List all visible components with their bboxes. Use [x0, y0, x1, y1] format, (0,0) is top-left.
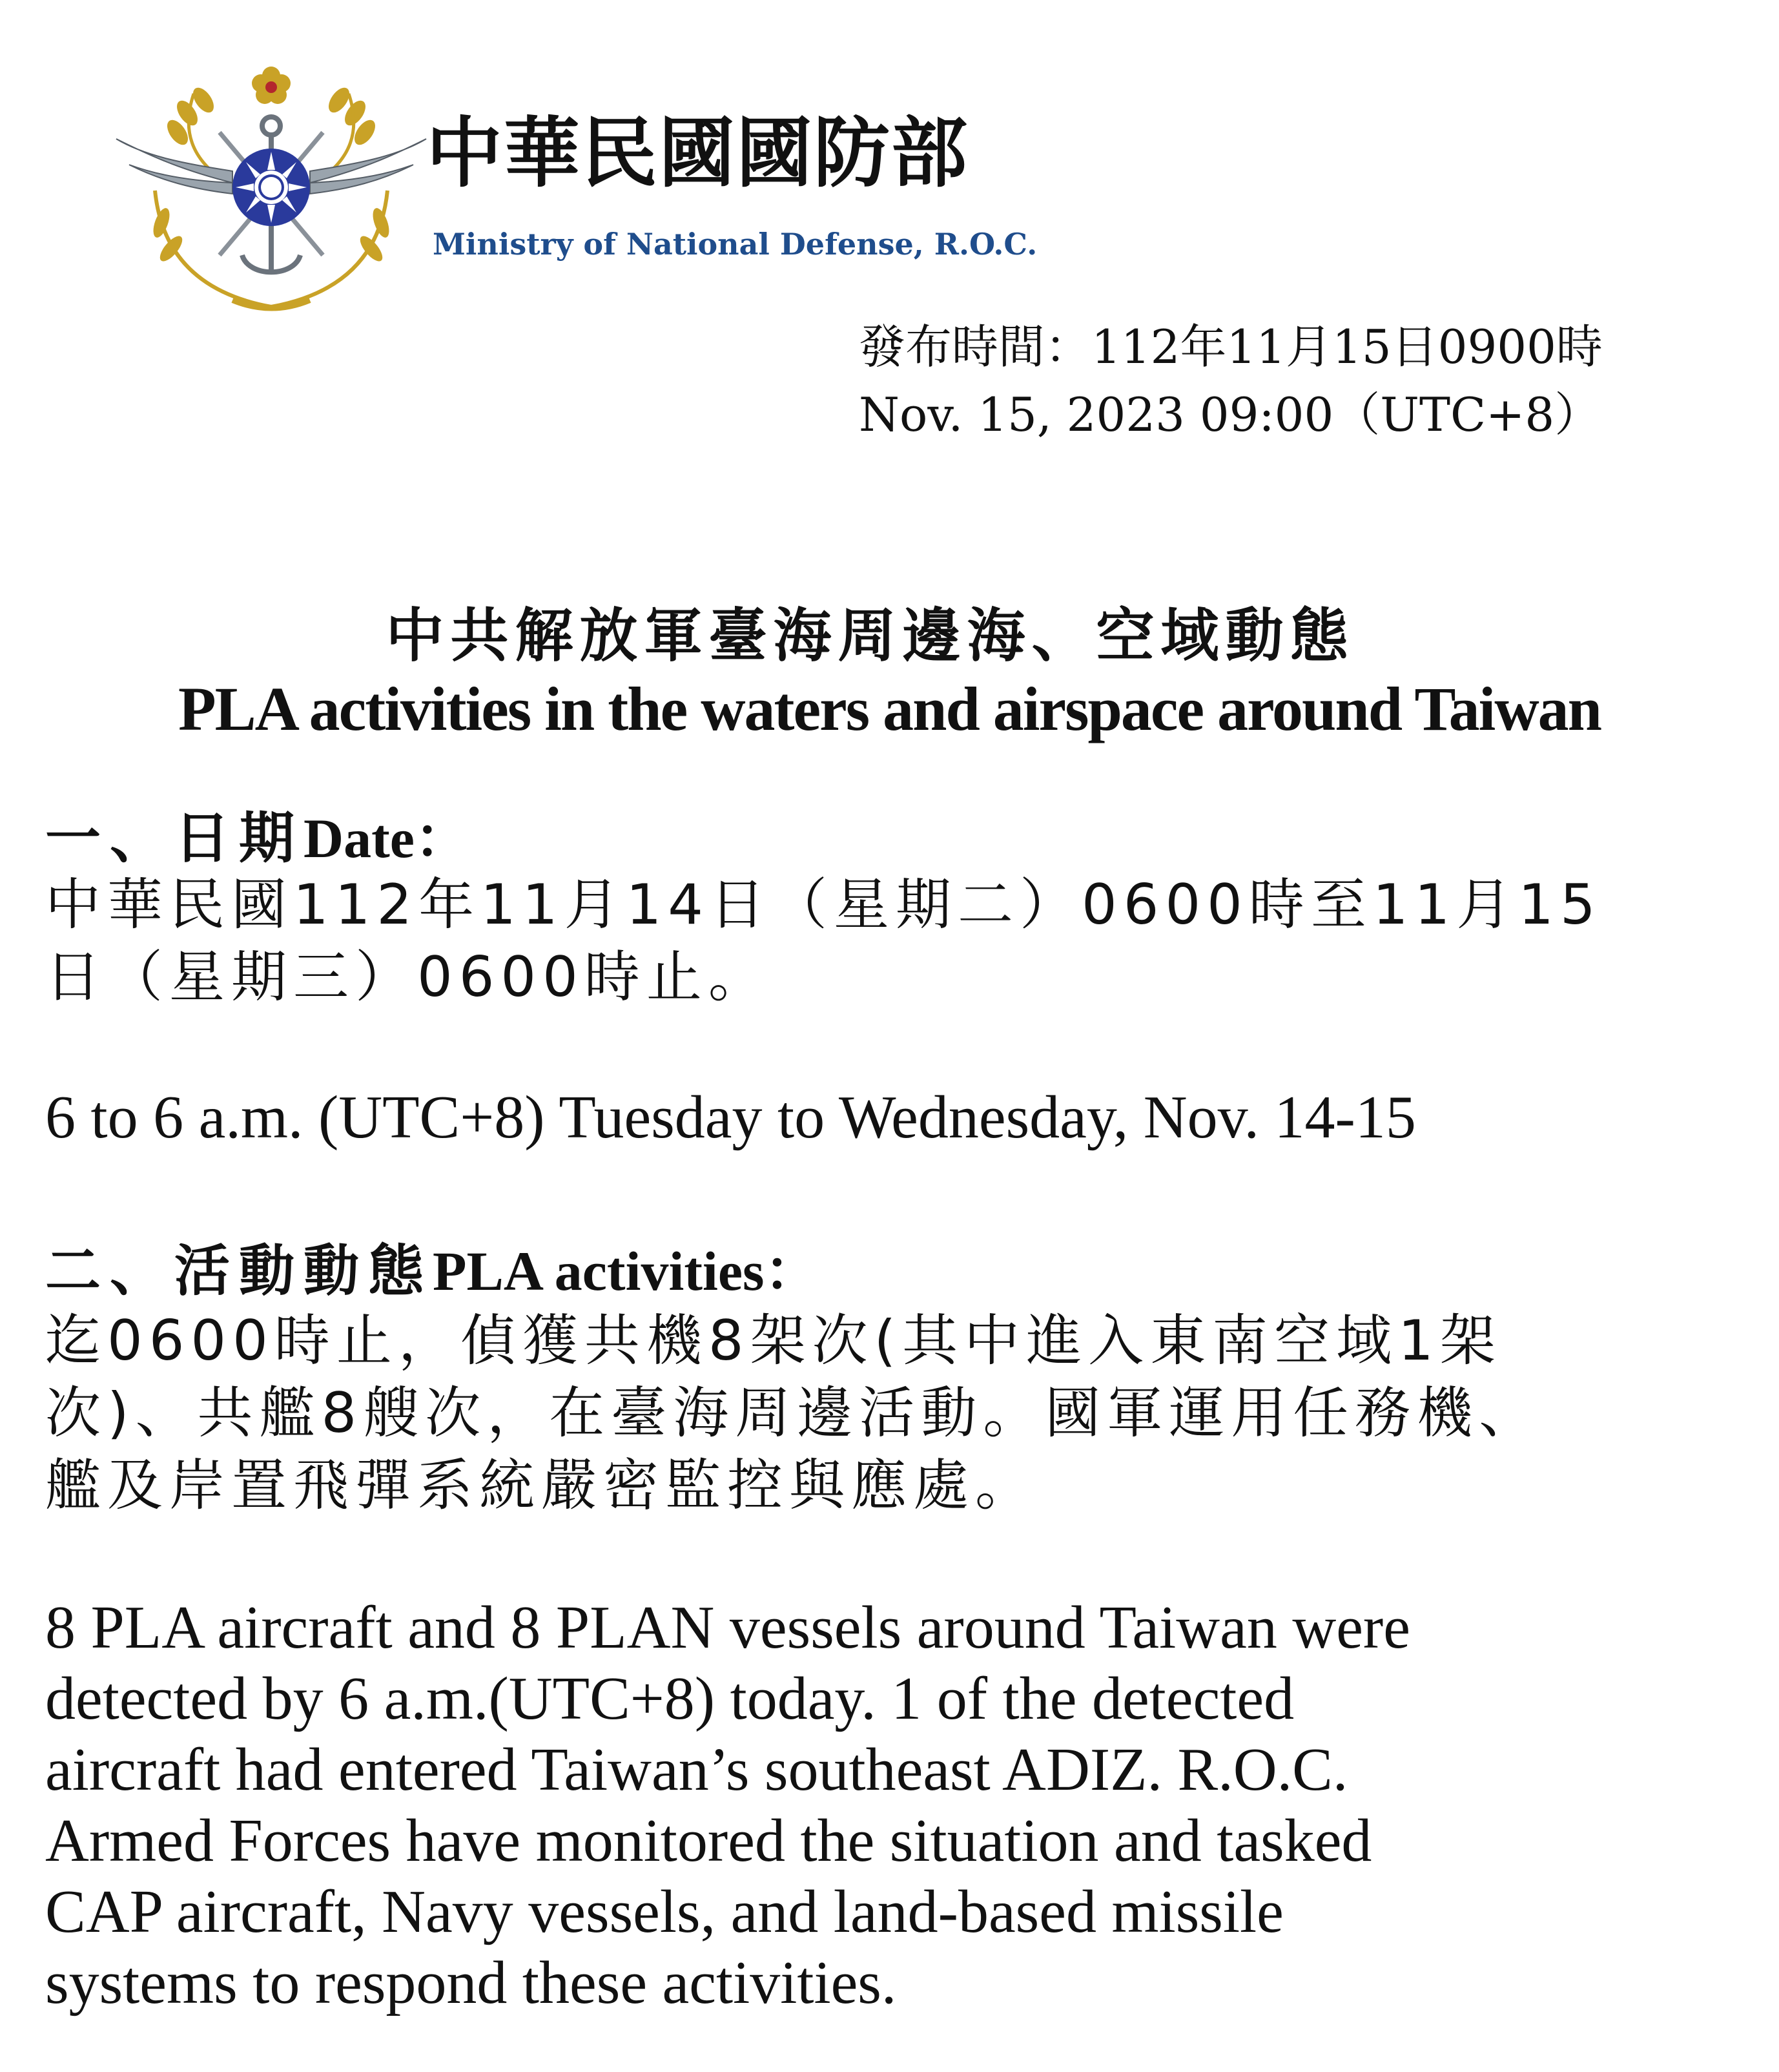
org-name-cn: 中華民國國防部: [426, 109, 969, 198]
activities-en-line-2: detected by 6 a.m.(UTC+8) today. 1 of the detected: [45, 1665, 1295, 1732]
mnd-emblem-icon: [110, 61, 433, 320]
section-date-body-cn: [45, 869, 1737, 1013]
date-line-en: 6 to 6 a.m. (UTC+8) Tuesday to Wednesday, Nov. 14-15: [45, 1084, 1416, 1151]
section-date-heading: [45, 806, 470, 871]
activities-en-line-6: systems to respond these activities.: [45, 1949, 897, 2016]
activities-cn-line-2: 次)、共艦8艘次，在臺海周邊活動。國軍運用任務機、: [45, 1381, 1541, 1445]
section-activities-heading: [45, 1239, 820, 1303]
activities-cn-line-1: 迄0600時止，偵獲共機8架次(其中進入東南空域1架: [45, 1309, 1502, 1373]
activities-en-line-3: aircraft had entered Taiwan’s southeast ADIZ. R.O.C.: [45, 1736, 1348, 1803]
section-activities-body-en: [45, 1592, 1737, 2018]
section-activities-body-cn: [45, 1305, 1737, 1522]
activities-en-line-5: CAP aircraft, Navy vessels, and land-based missile: [45, 1878, 1284, 1945]
section-activities-heading-en: PLA activities：: [433, 1240, 820, 1302]
page-title-cn: 中共解放軍臺海周邊海、空域動態: [386, 602, 1355, 670]
section-date-heading-cn: 一、日期: [45, 806, 303, 871]
activities-cn-line-3: 艦及岸置飛彈系統嚴密監控與應處。: [45, 1453, 1037, 1518]
release-time: [859, 313, 1603, 449]
org-name-en: Ministry of National Defense, R.O.C.: [433, 227, 1038, 262]
section-date-body-en: [45, 1082, 1737, 1153]
activities-en-line-1: 8 PLA aircraft and 8 PLAN vessels around Taiwan were: [45, 1594, 1410, 1661]
release-time-cn: 發布時間：112年11月15日0900時: [859, 320, 1603, 374]
date-line-1: 中華民國112年11月14日（星期二）0600時至11月15: [45, 873, 1602, 937]
page-title-en: PLA activities in the waters and airspace around Taiwan: [178, 674, 1601, 743]
release-time-en: Nov. 15, 2023 09:00（UTC+8）: [859, 388, 1601, 442]
date-line-2: 日（星期三）0600時止。: [45, 945, 770, 1010]
section-activities-heading-cn: 二、活動動態: [45, 1239, 433, 1303]
section-date-heading-en: Date：: [303, 807, 470, 869]
activities-en-line-4: Armed Forces have monitored the situation and tasked: [45, 1807, 1372, 1874]
